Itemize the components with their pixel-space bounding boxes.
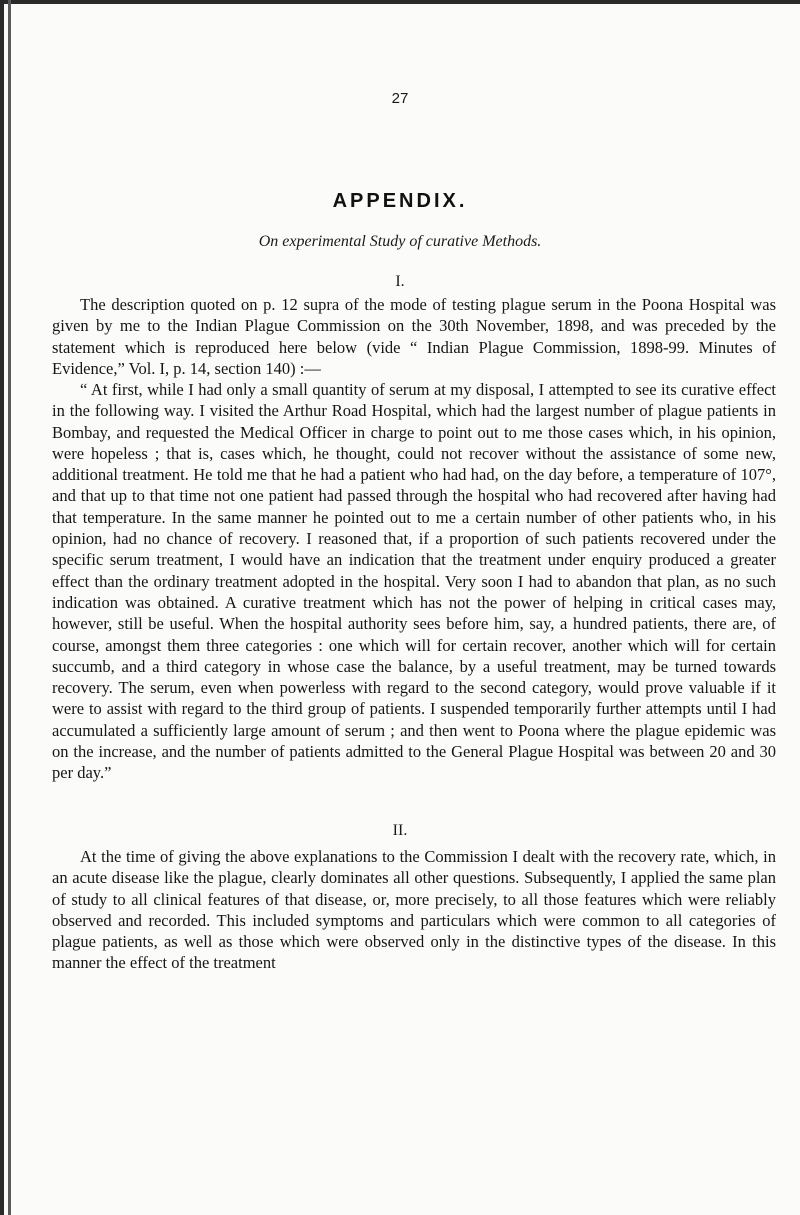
scan-edge-left: [0, 0, 4, 1215]
appendix-subheading: On experimental Study of curative Methods.: [258, 233, 542, 250]
scan-edge-top: [0, 0, 800, 4]
page-number: 27: [391, 90, 409, 107]
paragraph-quoted-evidence: “ At first, while I had only a small quantity of serum at my disposal, I attempted to see its curative effect in the following way. I visited the Arthur Road Hospital, which had the largest number of plague patients in Bombay, and requested the Medical Officer in charge to point out to me those cases which, in his opinion, were hopeless ; that is, cases which, he thought, could not recover without the assistance of some new, additional treatment. He told me that he had a patient who had had, on the day before, a temperature of 107°, and that up to that time not one patient had passed through the hospital who had recovered after having had that temperature. In the same manner he pointed out to me a certain number of other patients who, in his opinion, had no chance of recovery. I reasoned that, if a proportion of such patients recovered under the specific serum treatment, I would have an indication that the treatment under enquiry produced a greater effect than the ordinary treatment adopted in the hospital. Very soon I had to abandon that plan, as no such indication was obtained. A curative treatment which has not the power of helping in critical cases may, however, still be useful. When the hospital authority sees before him, say, a hundred patients, there are, of course, amongst them three categories : one which will for certain recover, another which will for certain succumb, and a third category in whose case the balance, by a useful treatment, may be turned towards recovery. The serum, even when powerless with regard to the second category, would prove valuable if it were to assist with regard to the third group of patients. I suspended temporarily further attempts until I had accumulated a sufficiently large amount of serum ; and then went to Poona where the plague epidemic was on the increase, and the number of patients admitted to the General Plague Hospital was between 20 and 30 per day.”: [52, 380, 776, 783]
section-number-i: I.: [395, 273, 405, 290]
paragraph-recovery-rate: At the time of giving the above explanations to the Commission I dealt with the recovery rate, which, in an acute disease like the plague, clearly dominates all other questions. Subsequently, I applied the same plan of study to all clinical features of that disease, or, more precisely, to all those features which were reliably observed and recorded. This included symptoms and particulars which were common to all categories of plague patients, as well as those which were observed only in the distinctive types of the disease. In this manner the effect of the treatment: [52, 847, 776, 973]
scan-edge-left-inner: [8, 0, 11, 1215]
section-number-ii: II.: [392, 822, 408, 839]
paragraph-intro: The description quoted on p. 12 supra of the mode of testing plague serum in the Poona Hospital was given by me to the Indian Plague Commission on the 30th November, 1898, and was preceded by the statement which is reproduced here below (vide “ Indian Plague Commission, 1898-99. Minutes of Evidence,” Vol. I, p. 14, section 140) :—: [52, 295, 776, 378]
appendix-heading: APPENDIX.: [332, 190, 468, 212]
